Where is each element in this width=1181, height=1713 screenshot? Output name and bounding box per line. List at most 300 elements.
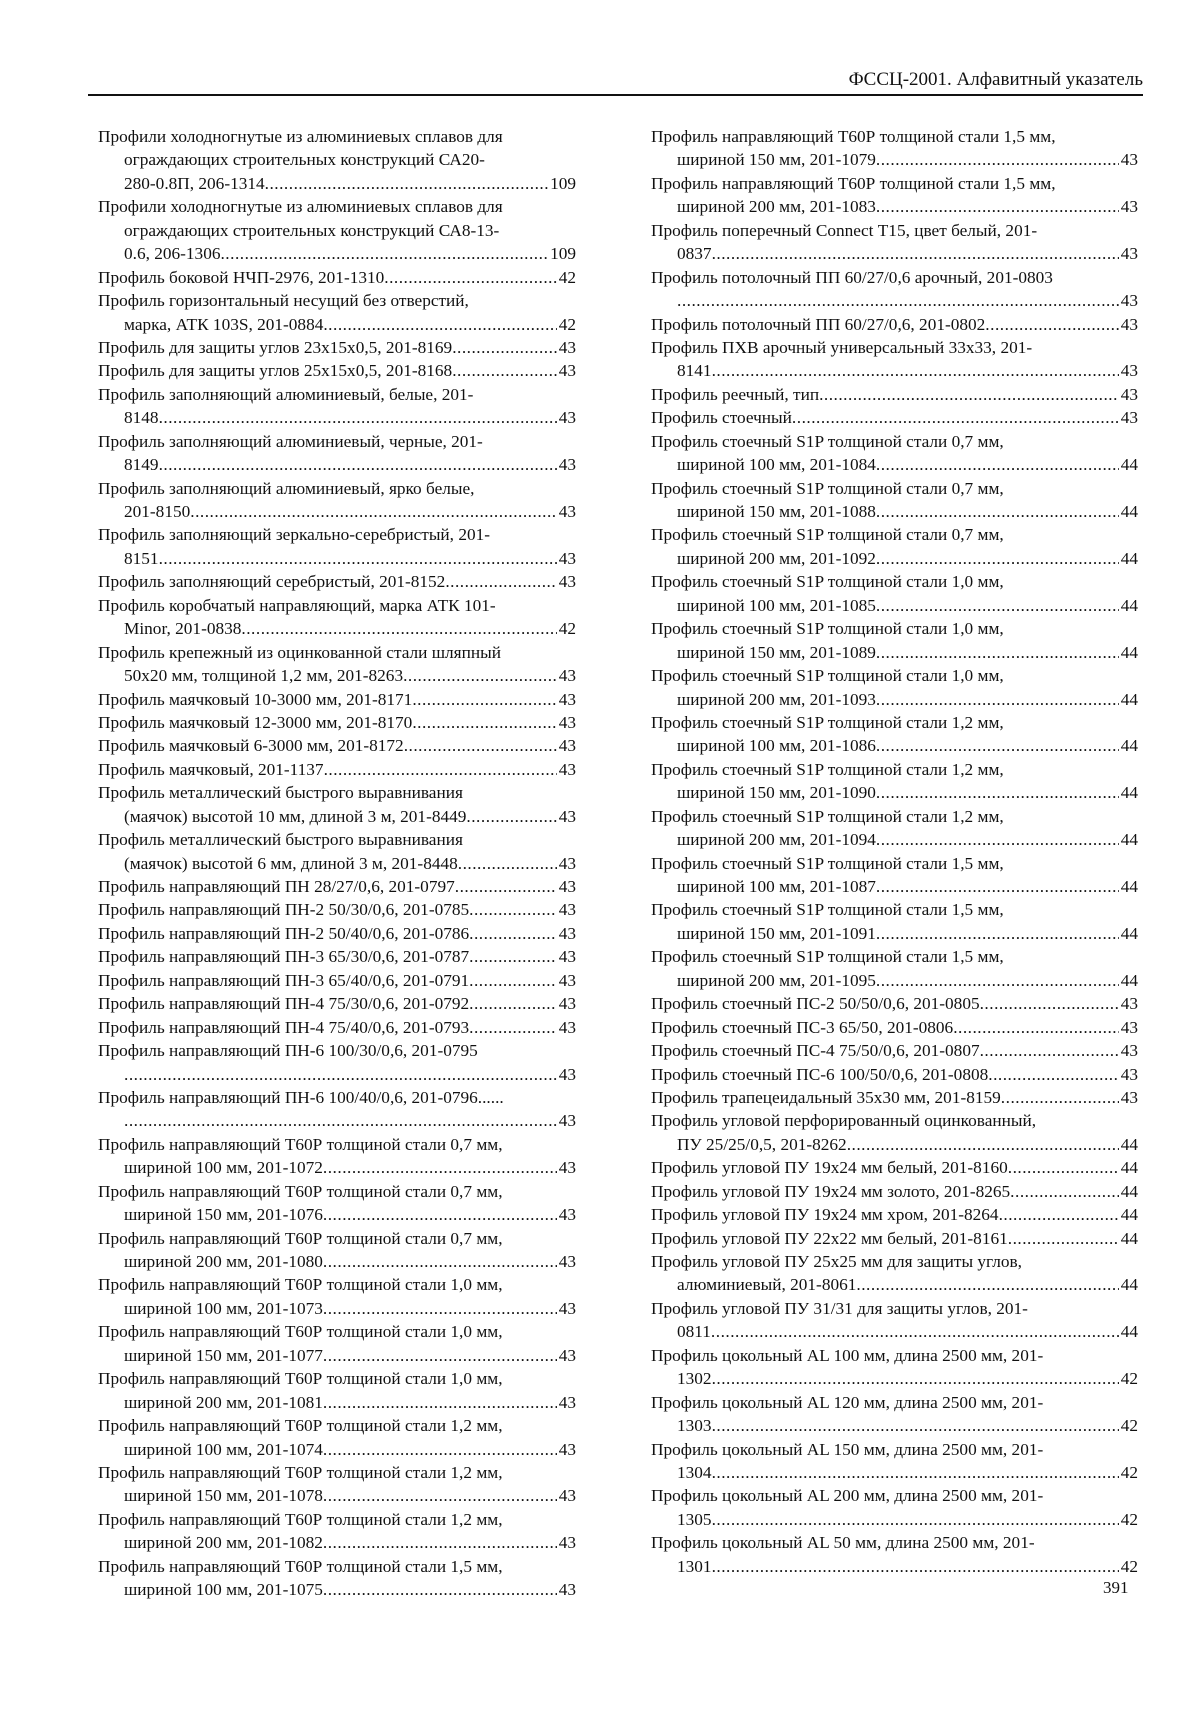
entry-text: шириной 200 мм, 201-1083 bbox=[677, 197, 876, 217]
entry-page-number: 43 bbox=[558, 1533, 576, 1553]
entry-leader-line bbox=[98, 734, 576, 757]
dot-leader bbox=[985, 313, 1118, 336]
entry-text-line: Профиль стоечный S1P толщиной стали 1,0 мм, bbox=[651, 619, 1004, 639]
dot-leader bbox=[469, 992, 557, 1015]
entry-page-number: 43 bbox=[558, 408, 576, 428]
index-entry bbox=[98, 594, 576, 641]
entry-text-line: Профиль направляющий Т60Р толщиной стали 1,0 мм, bbox=[98, 1275, 503, 1295]
entry-leader-line bbox=[98, 172, 576, 195]
entry-leader-line bbox=[98, 711, 576, 734]
entry-text: шириной 200 мм, 201-1095 bbox=[677, 970, 876, 990]
entry-text: Профиль маячковый 10-3000 мм, 201-8171 bbox=[98, 689, 413, 709]
dot-leader bbox=[876, 875, 1119, 898]
entry-page-number: 44 bbox=[1120, 642, 1138, 662]
index-entry bbox=[651, 805, 1138, 852]
entry-text: шириной 150 мм, 201-1076 bbox=[124, 1205, 323, 1225]
dot-leader bbox=[404, 734, 557, 757]
dot-leader bbox=[159, 547, 557, 570]
dot-leader bbox=[876, 547, 1119, 570]
index-entry bbox=[651, 1227, 1138, 1250]
entry-text: 1301 bbox=[677, 1556, 712, 1576]
index-entry bbox=[98, 1086, 576, 1133]
entry-text-line: ограждающих строительных конструкций СА8-13- bbox=[124, 220, 500, 240]
entry-page-number: 43 bbox=[558, 900, 576, 920]
entry-text: 1305 bbox=[677, 1509, 712, 1529]
entry-text: Профиль направляющий ПН-3 65/30/0,6, 201-0787 bbox=[98, 947, 470, 967]
entry-text: 1302 bbox=[677, 1369, 712, 1389]
dot-leader bbox=[712, 1414, 1119, 1437]
index-entry bbox=[98, 570, 576, 593]
entry-page-number: 43 bbox=[558, 1064, 576, 1084]
dot-leader bbox=[323, 1484, 557, 1507]
entry-page-number: 43 bbox=[1120, 994, 1138, 1014]
dot-leader bbox=[876, 922, 1119, 945]
entry-text: шириной 100 мм, 201-1084 bbox=[677, 455, 876, 475]
entry-text: 8148 bbox=[124, 408, 159, 428]
entry-text-line: Профиль направляющий Т60Р толщиной стали 1,0 мм, bbox=[98, 1322, 503, 1342]
entry-leader-line bbox=[98, 898, 576, 921]
dot-leader bbox=[980, 1039, 1119, 1062]
index-entry bbox=[651, 898, 1138, 945]
dot-leader bbox=[712, 1555, 1119, 1578]
entry-text-line: Профиль стоечный S1P толщиной стали 1,5 мм, bbox=[651, 900, 1004, 920]
dot-leader bbox=[452, 359, 557, 382]
dot-leader bbox=[712, 242, 1119, 265]
entry-text: шириной 100 мм, 201-1087 bbox=[677, 877, 876, 896]
entry-leader-line bbox=[98, 969, 576, 992]
dot-leader bbox=[856, 1273, 1118, 1296]
entry-leader-line bbox=[651, 1039, 1138, 1062]
entry-text-line: Профиль стоечный S1P толщиной стали 1,5 мм, bbox=[651, 853, 1004, 873]
entry-page-number: 43 bbox=[558, 1252, 576, 1271]
entry-text-line: Профиль направляющий Т60Р толщиной стали 1,2 мм, bbox=[98, 1416, 503, 1436]
dot-leader bbox=[876, 734, 1119, 757]
entry-leader-line bbox=[651, 195, 1138, 218]
entry-leader-line bbox=[98, 875, 576, 898]
entry-leader-line bbox=[651, 969, 1138, 992]
entry-page-number: 43 bbox=[558, 1345, 576, 1365]
dot-leader bbox=[466, 805, 556, 828]
entry-page-number: 44 bbox=[1120, 595, 1138, 615]
index-entry bbox=[651, 1297, 1138, 1344]
entry-text: Профиль маячковый 6-3000 мм, 201-8172 bbox=[98, 736, 404, 756]
index-entry bbox=[98, 898, 576, 921]
dot-leader bbox=[412, 688, 556, 711]
index-entry bbox=[98, 711, 576, 734]
entry-text-line: Профиль потолочный ПП 60/27/0,6 арочный, 201-0803 bbox=[651, 267, 1053, 287]
entry-leader-line bbox=[651, 359, 1138, 382]
index-entry bbox=[651, 430, 1138, 477]
index-entry bbox=[98, 688, 576, 711]
entry-page-number: 43 bbox=[558, 877, 576, 896]
index-entry bbox=[98, 758, 576, 781]
entry-leader-line bbox=[98, 547, 576, 570]
index-entry bbox=[98, 1016, 576, 1039]
entry-text-line: Профиль коробчатый направляющий, марка АТК 101- bbox=[98, 595, 496, 615]
dot-leader bbox=[876, 969, 1119, 992]
dot-leader bbox=[469, 898, 557, 921]
dot-leader bbox=[1008, 1156, 1119, 1179]
entry-leader-line bbox=[651, 1227, 1138, 1250]
entry-text-line: Профиль цокольный AL 120 мм, длина 2500 мм, 201- bbox=[651, 1392, 1044, 1412]
entry-page-number: 42 bbox=[1120, 1556, 1138, 1576]
dot-leader bbox=[876, 828, 1119, 851]
entry-text: шириной 100 мм, 201-1075 bbox=[124, 1580, 323, 1600]
entry-page-number: 44 bbox=[1120, 455, 1138, 475]
entry-leader-line bbox=[651, 453, 1138, 476]
entry-text: Профиль маячковый 12-3000 мм, 201-8170 bbox=[98, 712, 413, 732]
entry-leader-line bbox=[651, 1555, 1138, 1578]
entry-text: Профиль для защиты углов 25х15х0,5, 201-8168 bbox=[98, 361, 453, 381]
entry-page-number: 43 bbox=[1120, 150, 1138, 170]
entry-leader-line bbox=[98, 313, 576, 336]
index-entry bbox=[651, 1250, 1138, 1297]
index-entry bbox=[651, 1016, 1138, 1039]
entry-text-line: Профили холодногнутые из алюминиевых сплавов для bbox=[98, 127, 503, 146]
index-entry bbox=[651, 664, 1138, 711]
dot-leader bbox=[323, 1391, 557, 1414]
entry-text-line: Профиль направляющий Т60Р толщиной стали 1,5 мм, bbox=[651, 173, 1056, 193]
entry-page-number: 44 bbox=[1120, 1275, 1138, 1295]
entry-leader-line bbox=[651, 1180, 1138, 1203]
entry-text-line: Профиль стоечный S1P толщиной стали 1,5 мм, bbox=[651, 947, 1004, 967]
entry-page-number: 44 bbox=[1120, 548, 1138, 568]
index-entry bbox=[651, 336, 1138, 383]
entry-text: шириной 200 мм, 201-1081 bbox=[124, 1392, 323, 1412]
entry-leader-line bbox=[651, 1016, 1138, 1039]
entry-text: шириной 100 мм, 201-1085 bbox=[677, 595, 876, 615]
header-title: ФССЦ-2001. Алфавитный указатель bbox=[848, 69, 1143, 90]
entry-text: шириной 150 мм, 201-1077 bbox=[124, 1345, 323, 1365]
index-entry bbox=[98, 945, 576, 968]
entry-leader-line bbox=[98, 570, 576, 593]
index-column-left bbox=[98, 125, 576, 1602]
entry-leader-line bbox=[98, 1438, 576, 1461]
dot-leader bbox=[677, 289, 1119, 312]
entry-page-number: 43 bbox=[1120, 244, 1138, 264]
entry-leader-line bbox=[651, 992, 1138, 1015]
dot-leader bbox=[445, 570, 556, 593]
entry-leader-line bbox=[651, 1461, 1138, 1484]
dot-leader bbox=[819, 383, 1119, 406]
entry-text: 0837 bbox=[677, 244, 712, 264]
entry-text: 8141 bbox=[677, 361, 712, 381]
dot-leader bbox=[458, 852, 557, 875]
index-entry bbox=[98, 1414, 576, 1461]
index-entry bbox=[98, 875, 576, 898]
entry-page-number: 43 bbox=[558, 502, 576, 521]
index-entry bbox=[651, 1531, 1138, 1578]
entry-leader-line bbox=[98, 1391, 576, 1414]
entry-leader-line bbox=[651, 313, 1138, 336]
index-entry bbox=[98, 828, 576, 875]
entry-leader-line bbox=[98, 1250, 576, 1273]
entry-page-number: 43 bbox=[1120, 314, 1138, 334]
entry-text-line: Профиль направляющий ПН-6 100/40/0,6, 201-0796...... bbox=[98, 1087, 504, 1107]
index-entry bbox=[651, 852, 1138, 899]
entry-leader-line bbox=[651, 1156, 1138, 1179]
entry-page-number: 44 bbox=[1120, 1158, 1138, 1178]
entry-leader-line bbox=[651, 828, 1138, 851]
dot-leader bbox=[876, 148, 1119, 171]
index-entry bbox=[98, 1273, 576, 1320]
entry-page-number: 43 bbox=[1120, 1017, 1138, 1037]
index-entry bbox=[651, 1063, 1138, 1086]
entry-text: 1303 bbox=[677, 1416, 712, 1436]
entry-text: шириной 150 мм, 201-1089 bbox=[677, 642, 876, 662]
index-entry bbox=[98, 359, 576, 382]
entry-leader-line bbox=[651, 1367, 1138, 1390]
dot-leader bbox=[712, 359, 1119, 382]
dot-leader bbox=[159, 453, 557, 476]
entry-text-line: Профиль направляющий Т60Р толщиной стали 0,7 мм, bbox=[98, 1228, 503, 1248]
dot-leader bbox=[323, 1250, 557, 1273]
entry-page-number: 43 bbox=[1120, 408, 1138, 428]
entry-page-number: 42 bbox=[1120, 1416, 1138, 1436]
index-entry bbox=[98, 922, 576, 945]
entry-page-number: 43 bbox=[558, 853, 576, 873]
entry-page-number: 42 bbox=[558, 619, 576, 639]
entry-text: Профиль направляющий ПН-3 65/40/0,6, 201-0791 bbox=[98, 970, 470, 990]
entry-page-number: 44 bbox=[1120, 877, 1138, 896]
index-entry bbox=[98, 1133, 576, 1180]
entry-page-number: 43 bbox=[1120, 384, 1138, 404]
entry-leader-line bbox=[98, 1203, 576, 1226]
dot-leader bbox=[876, 781, 1119, 804]
entry-text-line: Профиль заполняющий алюминиевый, черные, 201- bbox=[98, 431, 483, 451]
dot-leader bbox=[469, 969, 557, 992]
entry-page-number: 43 bbox=[1120, 1041, 1138, 1061]
entry-leader-line bbox=[651, 594, 1138, 617]
entry-text-line: Профиль заполняющий алюминиевый, белые, 201- bbox=[98, 384, 474, 404]
entry-leader-line bbox=[98, 617, 576, 640]
entry-leader-line bbox=[651, 383, 1138, 406]
entry-leader-line bbox=[98, 664, 576, 687]
index-entry bbox=[651, 1438, 1138, 1485]
index-entry bbox=[651, 477, 1138, 524]
entry-page-number: 44 bbox=[1120, 1181, 1138, 1201]
entry-page-number: 43 bbox=[558, 712, 576, 732]
index-entry bbox=[98, 641, 576, 688]
entry-text: Профиль реечный, тип bbox=[651, 384, 820, 404]
index-entry bbox=[651, 1086, 1138, 1109]
entry-leader-line bbox=[651, 1203, 1138, 1226]
entry-leader-line bbox=[98, 336, 576, 359]
entry-page-number: 43 bbox=[1120, 197, 1138, 217]
entry-leader-line bbox=[98, 1016, 576, 1039]
entry-text-line: Профиль направляющий Т60Р толщиной стали 1,5 мм, bbox=[651, 127, 1056, 146]
entry-text: шириной 100 мм, 201-1086 bbox=[677, 736, 876, 756]
entry-page-number: 42 bbox=[1120, 1462, 1138, 1482]
entry-text: (маячок) высотой 6 мм, длиной 3 м, 201-8448 bbox=[124, 853, 458, 873]
entry-leader-line bbox=[98, 805, 576, 828]
entry-page-number: 42 bbox=[558, 267, 576, 287]
index-entry bbox=[651, 406, 1138, 429]
entry-leader-line bbox=[651, 1063, 1138, 1086]
entry-text-line: Профиль направляющий Т60Р толщиной стали 1,2 мм, bbox=[98, 1462, 503, 1482]
index-entry bbox=[98, 1320, 576, 1367]
entry-text-line: Профиль цокольный AL 100 мм, длина 2500 мм, 201- bbox=[651, 1345, 1044, 1365]
entry-text: Профиль угловой ПУ 19х24 мм хром, 201-8264 bbox=[651, 1205, 999, 1225]
entry-leader-line bbox=[98, 1531, 576, 1554]
dot-leader bbox=[847, 1133, 1119, 1156]
index-entry bbox=[98, 734, 576, 757]
index-entry bbox=[651, 383, 1138, 406]
entry-leader-line bbox=[651, 781, 1138, 804]
entry-leader-line bbox=[98, 406, 576, 429]
entry-leader-line bbox=[98, 922, 576, 945]
index-entry bbox=[651, 1344, 1138, 1391]
entry-page-number: 44 bbox=[1120, 736, 1138, 756]
index-entry bbox=[98, 523, 576, 570]
entry-text-line: Профиль стоечный S1P толщиной стали 0,7 мм, bbox=[651, 431, 1004, 451]
dot-leader bbox=[876, 500, 1119, 523]
entry-leader-line bbox=[651, 875, 1138, 898]
entry-leader-line bbox=[98, 453, 576, 476]
entry-page-number: 43 bbox=[558, 361, 576, 381]
entry-text-line: Профиль ПХВ арочный универсальный 33х33, 201- bbox=[651, 337, 1033, 357]
entry-page-number: 43 bbox=[558, 1205, 576, 1225]
entry-text: шириной 200 мм, 201-1080 bbox=[124, 1252, 323, 1271]
entry-page-number: 43 bbox=[558, 736, 576, 756]
entry-text: 8149 bbox=[124, 455, 159, 475]
dot-leader bbox=[265, 172, 548, 195]
entry-leader-line bbox=[98, 1063, 576, 1086]
dot-leader bbox=[403, 664, 557, 687]
entry-page-number: 44 bbox=[1120, 1228, 1138, 1248]
index-entry bbox=[98, 969, 576, 992]
entry-text: шириной 200 мм, 201-1093 bbox=[677, 689, 876, 709]
index-entry bbox=[651, 266, 1138, 313]
entry-leader-line bbox=[651, 500, 1138, 523]
entry-text-line: Профиль направляющий ПН-6 100/30/0,6, 201-0795 bbox=[98, 1041, 478, 1061]
entry-leader-line bbox=[98, 852, 576, 875]
entry-leader-line bbox=[98, 1578, 576, 1601]
dot-leader bbox=[190, 500, 556, 523]
entry-text-line: ограждающих строительных конструкций СА20- bbox=[124, 150, 485, 170]
entry-page-number: 44 bbox=[1120, 783, 1138, 803]
entry-page-number: 43 bbox=[558, 994, 576, 1014]
index-entry bbox=[98, 477, 576, 524]
dot-leader bbox=[124, 1063, 557, 1086]
index-entry bbox=[651, 313, 1138, 336]
entry-text-line: Профиль поперечный Connect Т15, цвет белый, 201- bbox=[651, 220, 1038, 240]
index-entry bbox=[651, 172, 1138, 219]
dot-leader bbox=[876, 195, 1119, 218]
index-entry bbox=[651, 992, 1138, 1015]
entry-leader-line bbox=[651, 922, 1138, 945]
dot-leader bbox=[323, 1531, 557, 1554]
dot-leader bbox=[323, 1344, 557, 1367]
dot-leader bbox=[323, 1578, 557, 1601]
entry-page-number: 43 bbox=[558, 1111, 576, 1131]
entry-leader-line bbox=[651, 641, 1138, 664]
entry-text: шириной 150 мм, 201-1090 bbox=[677, 783, 876, 803]
dot-leader bbox=[792, 406, 1119, 429]
dot-leader bbox=[455, 875, 557, 898]
entry-page-number: 43 bbox=[558, 759, 576, 779]
entry-page-number: 43 bbox=[558, 337, 576, 357]
entry-page-number: 42 bbox=[1120, 1509, 1138, 1529]
index-entry bbox=[98, 125, 576, 195]
entry-text: шириной 150 мм, 201-1088 bbox=[677, 502, 876, 521]
entry-text: марка, АТК 103S, 201-0884 bbox=[124, 314, 324, 334]
entry-leader-line bbox=[98, 992, 576, 1015]
index-column-right bbox=[651, 125, 1138, 1578]
entry-page-number: 42 bbox=[558, 314, 576, 334]
dot-leader bbox=[384, 266, 556, 289]
dot-leader bbox=[876, 641, 1119, 664]
entry-text: Профиль угловой ПУ 22х22 мм белый, 201-8161 bbox=[651, 1228, 1008, 1248]
entry-text: 0811 bbox=[677, 1322, 711, 1342]
entry-page-number: 109 bbox=[550, 244, 576, 264]
entry-leader-line bbox=[98, 1156, 576, 1179]
entry-page-number: 43 bbox=[558, 455, 576, 475]
entry-text-line: Профиль крепежный из оцинкованной стали шляпный bbox=[98, 642, 501, 662]
entry-leader-line bbox=[98, 1109, 576, 1132]
entry-leader-line bbox=[651, 547, 1138, 570]
entry-leader-line bbox=[651, 289, 1138, 312]
index-entry bbox=[98, 992, 576, 1015]
entry-text: шириной 150 мм, 201-1091 bbox=[677, 923, 876, 943]
entry-text: Профиль стоечный ПС-3 65/50, 201-0806 bbox=[651, 1017, 954, 1037]
entry-leader-line bbox=[98, 945, 576, 968]
entry-text-line: Профиль направляющий Т60Р толщиной стали 1,2 мм, bbox=[98, 1509, 503, 1529]
entry-text-line: Профиль стоечный S1P толщиной стали 0,7 мм, bbox=[651, 525, 1004, 545]
entry-text: 50х20 мм, толщиной 1,2 мм, 201-8263 bbox=[124, 666, 404, 686]
entry-page-number: 43 bbox=[558, 1580, 576, 1600]
entry-text-line: Профиль угловой перфорированный оцинкованный, bbox=[651, 1111, 1037, 1131]
index-entry bbox=[651, 1484, 1138, 1531]
dot-leader bbox=[1001, 1086, 1119, 1109]
entry-page-number: 42 bbox=[1120, 1369, 1138, 1389]
entry-leader-line bbox=[651, 1133, 1138, 1156]
index-entry bbox=[98, 1555, 576, 1602]
entry-text: ПУ 25/25/0,5, 201-8262 bbox=[677, 1134, 847, 1154]
entry-text-line: Профиль стоечный S1P толщиной стали 1,0 мм, bbox=[651, 572, 1004, 592]
entry-page-number: 43 bbox=[558, 689, 576, 709]
entry-leader-line bbox=[651, 1273, 1138, 1296]
index-entry bbox=[98, 1461, 576, 1508]
entry-text-line: Профиль цокольный AL 200 мм, длина 2500 мм, 201- bbox=[651, 1486, 1044, 1506]
index-entry bbox=[651, 219, 1138, 266]
entry-text: шириной 100 мм, 201-1073 bbox=[124, 1298, 323, 1318]
entry-page-number: 109 bbox=[550, 173, 576, 193]
entry-text: Профиль заполняющий серебристый, 201-8152 bbox=[98, 572, 446, 592]
dot-leader bbox=[124, 1109, 557, 1132]
dot-leader bbox=[323, 313, 556, 336]
entry-leader-line bbox=[98, 359, 576, 382]
entry-text-line: Профиль горизонтальный несущий без отверстий, bbox=[98, 291, 469, 311]
entry-page-number: 43 bbox=[558, 947, 576, 967]
entry-page-number: 43 bbox=[1120, 1087, 1138, 1107]
entry-text: Профиль направляющий ПН-2 50/30/0,6, 201-0785 bbox=[98, 900, 470, 920]
dot-leader bbox=[323, 1156, 557, 1179]
entry-page-number: 43 bbox=[558, 806, 576, 826]
index-entry bbox=[651, 758, 1138, 805]
entry-page-number: 43 bbox=[558, 572, 576, 592]
entry-text-line: Профиль стоечный S1P толщиной стали 1,2 мм, bbox=[651, 759, 1004, 779]
entry-text-line: Профиль цокольный AL 50 мм, длина 2500 мм, 201- bbox=[651, 1533, 1035, 1553]
index-entry bbox=[651, 1039, 1138, 1062]
entry-page-number: 43 bbox=[558, 1439, 576, 1459]
index-entry bbox=[98, 336, 576, 359]
entry-page-number: 43 bbox=[558, 1392, 576, 1412]
dot-leader bbox=[711, 1320, 1119, 1343]
index-entry bbox=[98, 1180, 576, 1227]
entry-text: шириной 200 мм, 201-1082 bbox=[124, 1533, 323, 1553]
entry-page-number: 44 bbox=[1120, 1134, 1138, 1154]
